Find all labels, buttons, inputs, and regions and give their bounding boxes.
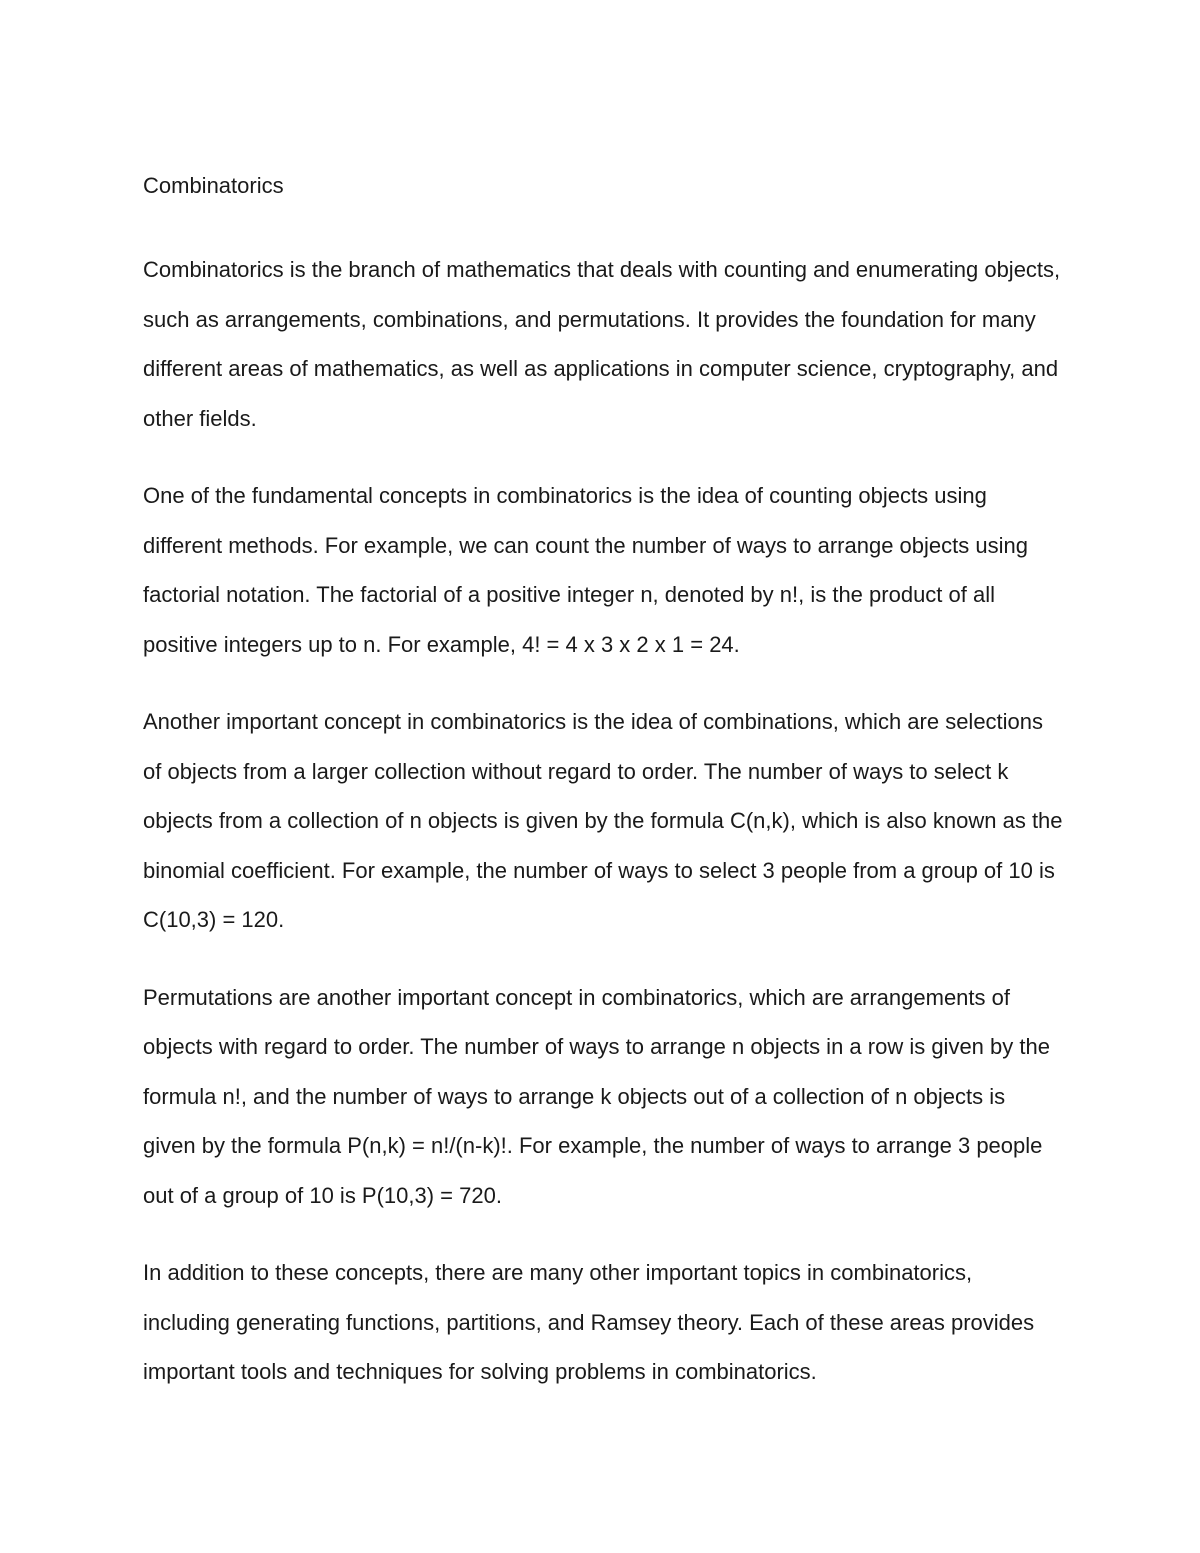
spacer <box>143 669 1063 697</box>
paragraph-permutations: Permutations are another important concept in combinatorics, which are arrangements of objects with regard to order. The number of ways to arrange n objects in a row is given by the formula n!, and the number of ways to arrange k objects out of a collection of n objects is given by the formula P(n,k) = n!/(n-k)!. For example, the number of ways to arrange 3 people out of a group of 10 is P(10,3) = 720. <box>143 984 1050 1208</box>
document-body <box>143 166 1063 1397</box>
spacer <box>143 206 1063 245</box>
paragraph-factorial: One of the fundamental concepts in combinatorics is the idea of counting objects using different methods. For example, we can count the number of ways to arrange objects using factorial notation. The factorial of a positive integer n, denoted by n!, is the product of all positive integers up to n. For example, 4! = 4 x 3 x 2 x 1 = 24. <box>143 483 1028 657</box>
spacer <box>143 443 1063 471</box>
document-title: Combinatorics <box>143 173 284 198</box>
paragraph-intro: Combinatorics is the branch of mathematics that deals with counting and enumerating objects, such as arrangements, combinations, and permutations. It provides the foundation for many different areas of mathematics, as well as applications in computer science, cryptography, and other fields. <box>143 257 1061 431</box>
spacer <box>143 945 1063 973</box>
spacer <box>143 1220 1063 1248</box>
paragraph-other-topics: In addition to these concepts, there are many other important topics in combinatorics, including generating functions, partitions, and Ramsey theory. Each of these areas provides important tools and techniques for solving problems in combinatorics. <box>143 1260 1035 1384</box>
paragraph-combinations: Another important concept in combinatorics is the idea of combinations, which are selections of objects from a larger collection without regard to order. The number of ways to select k objects from a collection of n objects is given by the formula C(n,k), which is also known as the binomial coefficient. For example, the number of ways to select 3 people from a group of 10 is C(10,3) = 120. <box>143 709 1063 932</box>
